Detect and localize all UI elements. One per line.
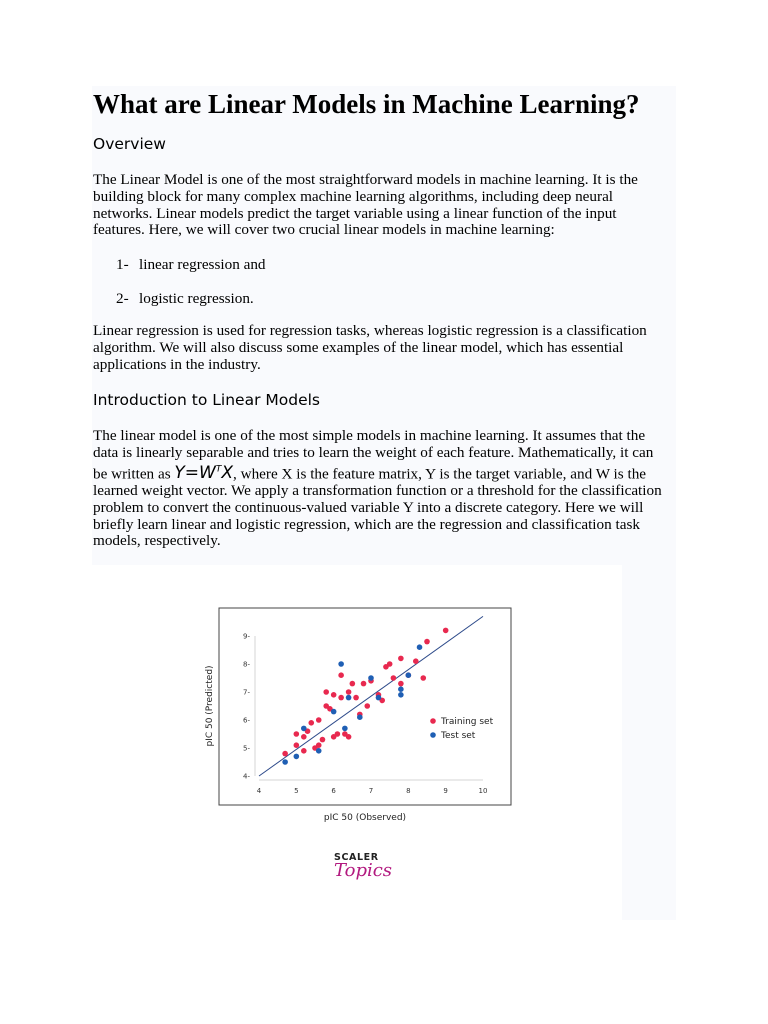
intro-paragraph [93, 428, 662, 550]
text-line: The linear model is one of the most simple models in machine learning. It assumes that the [93, 427, 646, 444]
test-point [294, 754, 300, 760]
equation-w: W [199, 463, 216, 484]
training-point [361, 681, 367, 687]
legend-marker [430, 718, 436, 724]
x-tick-label: 9 [443, 787, 448, 795]
text-line: algorithm. We will also discuss some examples of the linear model, which has essential [93, 338, 624, 356]
y-tick-label: 6- [243, 716, 250, 725]
text-fragment: , where X is the feature matrix, Y is the target variable, and W is the [233, 465, 647, 483]
training-point [338, 695, 344, 701]
training-point [338, 672, 344, 678]
x-tick-label: 6 [331, 787, 336, 795]
x-tick-label: 4 [256, 787, 262, 795]
training-point [308, 720, 314, 726]
list-text: logistic regression. [139, 290, 254, 307]
legend-label: Training set [441, 717, 494, 727]
list-number: 2- [116, 290, 129, 307]
x-axis-title: pIC 50 (Observed) [323, 813, 407, 823]
training-point [346, 689, 352, 695]
y-tick-label: 4- [243, 772, 250, 781]
text-line: data is linearly separable and tries to learn the weight of each feature. Mathematically, it can [93, 443, 654, 461]
test-point [338, 661, 344, 667]
test-point [417, 644, 423, 650]
x-tick-label: 7 [368, 787, 374, 795]
list-item [116, 290, 254, 308]
x-tick-label: 5 [294, 787, 299, 795]
text-line: models, respectively. [93, 532, 221, 550]
training-point [320, 737, 326, 743]
text-line: Linear regression is used for regression tasks, whereas logistic regression is a classification [93, 322, 647, 339]
list-item [116, 256, 266, 274]
test-point [331, 709, 337, 715]
legend-label: Test set [441, 731, 476, 741]
training-point [301, 734, 307, 740]
text-line: building block for many complex machine learning algorithms, including deep neural [93, 187, 614, 205]
test-point [398, 692, 404, 698]
equation-transpose: T [215, 464, 222, 475]
test-point [406, 672, 412, 678]
training-point [364, 703, 370, 709]
x-tick-label: 10 [478, 787, 488, 795]
test-point [398, 686, 404, 692]
text-line: problem to convert the continuous-valued variable Y into a discrete category. Here we will [93, 498, 644, 516]
training-point [316, 717, 322, 723]
training-point [353, 695, 359, 701]
text-fragment: be written as [93, 465, 175, 483]
section-heading-overview: Overview [93, 135, 166, 153]
section-heading-intro: Introduction to Linear Models [93, 391, 320, 409]
training-point [350, 681, 356, 687]
page-title: What are Linear Models in Machine Learning? [93, 89, 640, 119]
y-tick-label: 8- [243, 660, 250, 669]
training-point [387, 661, 393, 667]
training-point [443, 628, 449, 634]
training-point [282, 751, 288, 757]
training-point [346, 734, 352, 740]
text-line: networks. Linear models predict the target variable using a linear function of the input [93, 204, 617, 222]
training-point [413, 658, 419, 664]
training-point [323, 689, 329, 695]
equation [174, 463, 233, 483]
text-line-with-equation [93, 462, 662, 483]
y-axis-title: pIC 50 (Predicted) [205, 665, 215, 747]
training-point [316, 742, 322, 748]
y-tick-label: 7- [243, 688, 250, 697]
training-point [294, 731, 300, 737]
y-tick-label: 9- [243, 632, 250, 641]
text-line: learned weight vector. We apply a transformation function or a threshold for the classification [93, 482, 662, 500]
equation-equals: = [184, 463, 200, 484]
test-point [376, 695, 382, 701]
x-tick-label: 8 [406, 787, 411, 795]
test-point [301, 726, 307, 732]
legend-marker [430, 732, 436, 738]
text-line: features. Here, we will cover two crucial linear models in machine learning: [93, 221, 555, 239]
training-point [294, 742, 300, 748]
training-point [335, 731, 341, 737]
text-line: briefly learn linear and logistic regression, which are the regression and classification task [93, 515, 640, 533]
test-point [346, 695, 352, 701]
overview-paragraph-2 [93, 323, 647, 373]
training-point [391, 675, 397, 681]
text-line: applications in the industry. [93, 355, 261, 373]
training-point [420, 675, 426, 681]
list-text: linear regression and [139, 256, 266, 273]
test-point [357, 714, 363, 720]
logo-text-scaler: SCALER [334, 852, 379, 863]
scaler-topics-logo [334, 852, 394, 881]
test-point [342, 726, 348, 732]
training-point [398, 681, 404, 687]
equation-x: X [221, 463, 234, 484]
training-point [424, 639, 430, 645]
training-point [301, 748, 307, 754]
equation-y: Y [174, 463, 185, 484]
test-point [316, 748, 322, 754]
training-point [331, 692, 337, 698]
logo-text-topics: Topics [334, 860, 393, 881]
test-point [282, 759, 288, 765]
list-number: 1- [116, 256, 129, 273]
y-tick-label: 5- [243, 744, 250, 753]
training-point [398, 656, 404, 662]
text-line: The Linear Model is one of the most straightforward models in machine learning. It is the [93, 171, 638, 188]
overview-paragraph [93, 172, 638, 239]
test-point [368, 675, 374, 681]
